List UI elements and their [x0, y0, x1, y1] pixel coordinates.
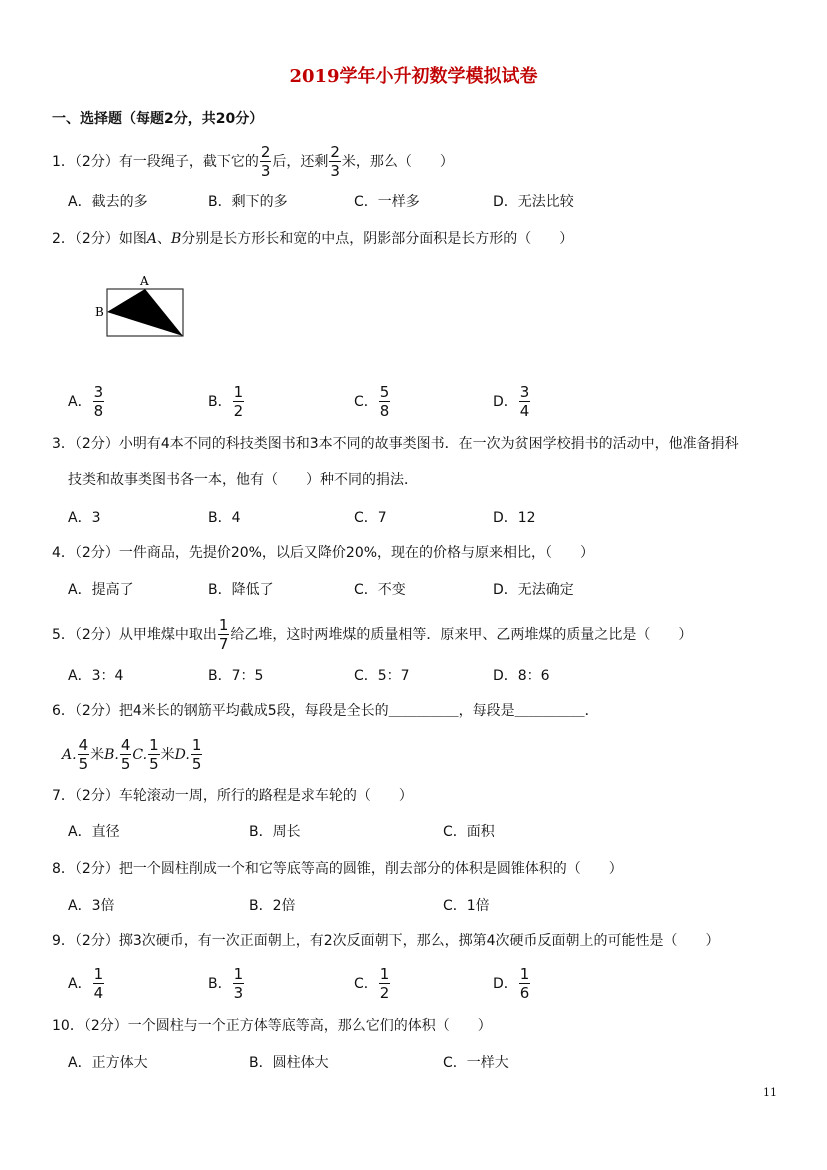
- question-7: 7．（2分）车轮滚动一周，所行的路程是求车轮的（ ）: [52, 788, 413, 804]
- question-9: 9．（2分）掷3次硬币，有一次正面朝上，有2次反面朝下，那么，掷第4次硬币反面朝上的可能性是（ ）: [52, 933, 720, 949]
- option-b: B．7：5: [208, 668, 264, 684]
- option-d: D． $\frac{1}{6}$: [493, 965, 530, 1002]
- option-d: D． $\frac{3}{4}$: [493, 383, 530, 420]
- option-b: B． $\frac{1}{3}$: [208, 965, 244, 1002]
- option-a: A． $\frac{3}{8}$: [68, 383, 104, 420]
- option-b: B．剩下的多: [208, 194, 288, 210]
- option-a: A．3：4: [68, 668, 124, 684]
- question-10: 10．（2分）一个圆柱与一个正方体等底等高，那么它们的体积（ ）: [52, 1018, 492, 1034]
- option-b: B．周长: [249, 824, 301, 840]
- page-title: 2019学年小升初数学模拟试卷: [289, 66, 538, 87]
- question-1: [52, 144, 454, 180]
- question-2: 2．（2分）如图A、B分别是长方形长和宽的中点，阴影部分面积是长方形的（ ）: [52, 231, 574, 247]
- option-c: C．不变: [354, 582, 406, 598]
- page-number: 11: [763, 1086, 777, 1099]
- option-c: C．5：7: [354, 668, 410, 684]
- option-a: A．3倍: [68, 898, 115, 914]
- option-b: B．2倍: [249, 898, 296, 914]
- fraction: $\frac{2}{3}$: [330, 143, 340, 180]
- option-b: B．圆柱体大: [249, 1055, 329, 1071]
- label-b: B: [95, 305, 104, 319]
- question-3-line-1: 3．（2分）小明有4本不同的科技类图书和3本不同的故事类图书．在一次为贫困学校捐书的活动中，他准备捐科: [52, 436, 739, 452]
- option-d: D．12: [493, 510, 536, 526]
- option-c: C．一样大: [443, 1055, 509, 1071]
- option-a: A．3: [68, 510, 101, 526]
- option-c: C．1倍: [443, 898, 490, 914]
- option-a: A． $\frac{1}{4}$: [68, 965, 104, 1002]
- fraction: $\frac{1}{7}$: [218, 616, 229, 653]
- question-3-line-2: 技类和故事类图书各一本，他有（ ）种不同的捐法．: [68, 472, 418, 488]
- option-a: A．截去的多: [68, 194, 148, 210]
- question-5: 5．（2分）从甲堆煤中取出 $\frac{1}{7}$ 给乙堆，这时两堆煤的质量相等．原来甲、乙两堆煤的质量之比是（ ）: [52, 616, 693, 653]
- fraction: $\frac{2}{3}$: [260, 143, 271, 180]
- option-b: B．降低了: [208, 582, 274, 598]
- option-d: D．8：6: [493, 668, 550, 684]
- question-4: 4．（2分）一件商品，先提价20%，以后又降价20%，现在的价格与原来相比，（ ）: [52, 545, 595, 561]
- option-c: C． $\frac{1}{2}$: [354, 965, 390, 1002]
- option-c: C．一样多: [354, 194, 420, 210]
- option-a: A．正方体大: [68, 1055, 148, 1071]
- section-heading: 一、选择题（每题2分，共20分）: [52, 111, 264, 127]
- question-8: 8．（2分）把一个圆柱削成一个和它等底等高的圆锥，削去部分的体积是圆锥体积的（ ）: [52, 861, 623, 877]
- option-a: A．直径: [68, 824, 120, 840]
- option-b: B．4: [208, 510, 241, 526]
- question-text: 米，那么（ ）: [341, 154, 454, 170]
- question-text: 1．（2分）有一段绳子，截下它的: [52, 154, 259, 170]
- option-a: A．提高了: [68, 582, 134, 598]
- question-6: 6．（2分）把4米长的钢筋平均截成5段，每段是全长的＿＿＿＿＿，每段是＿＿＿＿＿．: [52, 703, 599, 719]
- option-c: C． $\frac{5}{8}$: [354, 383, 390, 420]
- label-a: A: [140, 274, 149, 288]
- question-text: 后，还剩: [272, 154, 329, 170]
- shaded-triangle: [107, 289, 183, 336]
- option-d: D．无法比较: [493, 194, 574, 210]
- option-d: D．无法确定: [493, 582, 574, 598]
- option-c: C．面积: [443, 824, 495, 840]
- question-6-options: A. $\frac{4}{5}$ 米B. $\frac{4}{5}$ C. $\frac{1}{5}$ 米D. $\frac{1}{5}$: [62, 736, 202, 773]
- rectangle-figure: [90, 272, 190, 344]
- option-b: B． $\frac{1}{2}$: [208, 383, 244, 420]
- option-c: C．7: [354, 510, 387, 526]
